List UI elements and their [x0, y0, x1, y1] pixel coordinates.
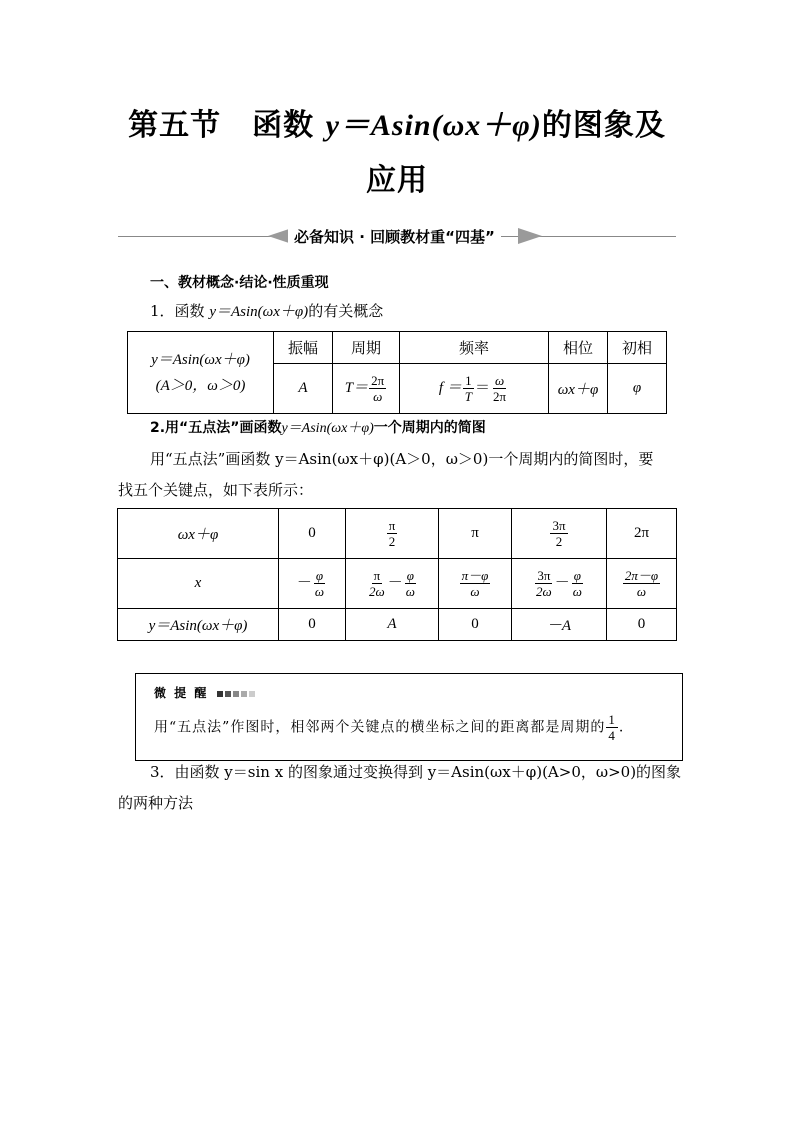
tip-box	[135, 673, 683, 761]
cell: A	[346, 609, 439, 641]
den: 2ω	[536, 584, 552, 599]
num: π－φ	[461, 568, 489, 583]
tip-square-icon	[225, 691, 231, 697]
num: π	[373, 568, 381, 583]
tip-square-icon	[249, 691, 255, 697]
num: 1	[608, 712, 616, 727]
item2-heading-prefix: 2.用“五点法”画函数	[150, 420, 282, 436]
den: ω	[314, 584, 325, 599]
num: π	[388, 518, 396, 533]
cell	[346, 559, 439, 609]
cell: －A	[512, 609, 607, 641]
five-point-table	[117, 508, 677, 641]
den: ω	[470, 584, 480, 599]
freq-fraction-1	[463, 373, 474, 404]
header-initial-phase: 初相	[608, 332, 667, 364]
amplitude-value: A	[274, 364, 333, 414]
header-period: 周期	[333, 332, 400, 364]
frequency-value	[400, 364, 549, 414]
den: ω	[636, 584, 647, 599]
fraction	[313, 568, 326, 599]
den: 2	[555, 534, 563, 549]
fraction	[387, 518, 398, 549]
minus: －	[387, 574, 403, 591]
freq-den1: T	[464, 389, 473, 404]
fraction	[460, 568, 491, 599]
num: φ	[315, 568, 324, 583]
item1-heading-formula: y＝Asin(ωx＋φ)	[209, 304, 309, 320]
freq-num2: ω	[494, 373, 505, 388]
fraction	[404, 568, 417, 599]
item2-paragraph-line2: 找五个关键点，如下表所示：	[118, 481, 314, 499]
cell	[607, 559, 677, 609]
freq-lhs: f ＝	[438, 379, 462, 396]
fraction	[550, 518, 567, 549]
item1-heading-prefix: 1．函数	[150, 302, 210, 320]
tip-label-text: 微 提 醒	[154, 686, 209, 700]
cell	[512, 509, 607, 559]
item2-paragraph-line1: 用“五点法”画函数 y＝Asin(ωx＋φ)(A＞0，ω＞0)一个周期内的简图时，要	[150, 450, 654, 468]
period-value	[333, 364, 400, 414]
tip-text	[154, 712, 624, 743]
cell	[439, 559, 512, 609]
tip-label	[154, 684, 255, 701]
header-frequency: 频率	[400, 332, 549, 364]
item3-line1: 3．由函数 y＝sin x 的图象通过变换得到 y＝Asin(ωx＋φ)(A>0，ω>0)的图象	[150, 763, 682, 781]
tip-square-icon	[217, 691, 223, 697]
rowhead-formula: y＝Asin(ωx＋φ)	[151, 351, 250, 368]
den: 2	[388, 534, 396, 549]
tip-text-body: 用“五点法”作图时，相邻两个关键点的横坐标之间的距离都是周期的	[154, 719, 606, 736]
fraction	[367, 568, 387, 599]
section-heading: 一、教材概念·结论·性质重现	[150, 275, 329, 291]
banner-text: 必备知识 · 回顾教材重“四基”	[288, 226, 501, 247]
page-title-line2: 应用	[366, 163, 428, 198]
title-suffix: 的图象及	[541, 108, 666, 143]
freq-den2: 2π	[493, 389, 507, 404]
page-title	[0, 100, 794, 144]
cell: 0	[607, 609, 677, 641]
den: 4	[608, 728, 616, 743]
item1-heading-suffix: 的有关概念	[308, 302, 384, 320]
item2-heading-suffix: 一个周期内的简图	[373, 420, 486, 436]
cell: 0	[279, 509, 346, 559]
initial-phase-value: φ	[608, 364, 667, 414]
item1-heading	[150, 296, 383, 327]
tip-end: .	[618, 719, 625, 736]
num: 3π	[552, 518, 566, 533]
num: 2π－φ	[624, 568, 659, 583]
tip-square-icon	[241, 691, 247, 697]
freq-fraction-2	[491, 373, 508, 404]
period-fraction	[369, 373, 386, 404]
item2-heading	[150, 413, 486, 444]
concept-row-header	[128, 332, 274, 414]
num: φ	[573, 568, 581, 583]
num: 3π	[537, 568, 551, 583]
item3-line2: 的两种方法	[118, 794, 194, 812]
period-den: ω	[373, 389, 383, 404]
row-head-phase: ωx＋φ	[118, 509, 279, 559]
concept-table	[127, 331, 667, 414]
sign: －	[296, 574, 312, 591]
cell: 0	[439, 609, 512, 641]
fraction	[534, 568, 554, 599]
item2-heading-formula: y＝Asin(ωx＋φ)	[281, 421, 374, 436]
row-head-x: x	[118, 559, 279, 609]
phase-value: ωx＋φ	[549, 364, 608, 414]
cell: 0	[279, 609, 346, 641]
minus: －	[554, 574, 570, 591]
den: ω	[405, 584, 415, 599]
section-banner	[118, 226, 676, 246]
cell	[512, 559, 607, 609]
row-head-y: y＝Asin(ωx＋φ)	[118, 609, 279, 641]
fraction	[571, 568, 584, 599]
cell	[279, 559, 346, 609]
period-lhs: T＝	[344, 379, 369, 396]
header-phase: 相位	[549, 332, 608, 364]
den: 2ω	[369, 584, 385, 599]
header-amplitude: 振幅	[274, 332, 333, 364]
den: ω	[572, 584, 582, 599]
cell: π	[439, 509, 512, 559]
banner-right-ornament	[518, 228, 542, 244]
num: φ	[406, 568, 414, 583]
title-prefix: 第五节 函数	[128, 108, 326, 143]
tip-fraction	[606, 712, 618, 743]
tip-square-icon	[233, 691, 239, 697]
freq-num1: 1	[465, 373, 472, 388]
freq-eq: ＝	[475, 379, 491, 396]
period-num: 2π	[371, 373, 385, 388]
cell: 2π	[607, 509, 677, 559]
title-formula: y＝Asin(ωx＋φ)	[325, 109, 542, 142]
fraction	[623, 568, 660, 599]
rowhead-condition: (A＞0，ω＞0)	[155, 377, 246, 394]
cell	[346, 509, 439, 559]
